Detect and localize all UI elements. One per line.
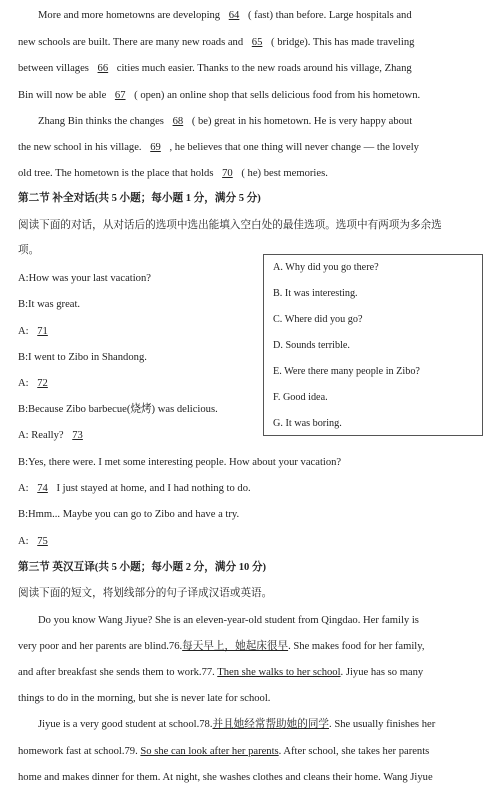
text: B:I went to Zibo in Shandong. [18,352,147,363]
text: between villages [18,63,92,74]
passage-line [18,141,477,155]
passage-line [18,62,477,76]
passage-line [38,115,477,129]
option-a: A. Why did you go there? [273,262,379,273]
options-box [263,254,483,436]
instruction: 阅读下面的短文，将划线部分的句子译成汉语或英语。 [18,588,273,599]
passage-line [18,36,477,50]
dialogue-line [18,482,477,496]
text: old tree. The hometown is the place that holds [18,168,217,179]
text: ( open) an online shop that sells delicious food from his hometown. [131,90,421,101]
instruction: 项。 [18,245,40,256]
passage-line: home and makes dinner for them. At night, she washes clothes and cleans their home. Wang Jiyue [18,772,433,783]
text: B:Because Zibo barbecue(烧烤) was delicious. [18,404,218,415]
text: B:Yes, there were. I met some interesting people. How about your vacation? [18,457,342,468]
blank-66: 66 [97,63,109,74]
text: A: [18,483,32,494]
text: cities much easier. Thanks to the new roads around his village, Zhang [114,63,412,74]
blank-69: 69 [150,142,161,153]
text: . After school, she takes her parents [278,746,430,757]
underlined-sentence-77: Then she walks to her school [217,667,341,678]
text: A: Really? [18,430,67,441]
text: . She usually finishes her [329,719,436,730]
blank-68: 68 [172,116,184,127]
text: homework fast at school.79. [18,746,141,757]
text: Jiyue is a very good student at school.78. [38,719,213,730]
text: ( fast) than before. Large hospitals and [245,10,412,21]
text: A:How was your last vacation? [18,273,151,284]
underlined-sentence-78: 并且她经常帮助她的同学 [212,719,330,730]
blank-64: 64 [228,10,240,21]
option-b: B. It was interesting. [273,288,358,299]
text: ( be) great in his hometown. He is very happy about [189,116,413,127]
passage-line [18,745,477,759]
text: A: [18,326,32,337]
instruction: 阅读下面的对话，从对话后的选项中选出能填入空白处的最佳选项。选项中有两项为多余选 [18,220,442,231]
option-g: G. It was boring. [273,418,342,429]
text: , he believes that one thing will never change — the lovely [166,142,419,153]
blank-73: 73 [72,430,83,441]
text: B:Hmm... Maybe you can go to Zibo and have a try. [18,509,240,520]
text: new schools are built. There are many new roads and [18,37,246,48]
section-heading: 第三节 英汉互译(共 5 小题；每小题 2 分，满分 10 分) [18,562,267,573]
text: ( bridge). This has made traveling [268,37,415,48]
text: More and more hometowns are developing [38,10,223,21]
blank-65: 65 [251,37,263,48]
blank-74: 74 [37,483,48,494]
section-heading: 第二节 补全对话(共 5 小题；每小题 1 分，满分 5 分) [18,193,261,204]
text: B:It was great. [18,299,81,310]
text: and after breakfast she sends them to work.77. [18,667,218,678]
option-d: D. Sounds terrible. [273,340,350,351]
text: . Jiyue has so many [340,667,424,678]
blank-72: 72 [37,378,48,389]
option-e: E. Were there many people in Zibo? [273,366,420,377]
text: Zhang Bin thinks the changes [38,116,167,127]
option-f: F. Good idea. [273,392,328,403]
dialogue-line [18,456,477,470]
text: A: [18,536,32,547]
text: Bin will now be able [18,90,109,101]
blank-67: 67 [114,90,126,101]
passage-line [38,9,477,23]
text: . She makes food for her family, [288,641,425,652]
passage-line [18,167,477,181]
underlined-sentence-79: So she can look after her parents [140,746,279,757]
text: A: [18,378,32,389]
underlined-sentence-76: 每天早上，她起床很早 [182,641,289,652]
passage-line: things to do in the morning, but she is never late for school. [18,693,271,704]
text: the new school in his village. [18,142,145,153]
dialogue-line [18,535,477,549]
passage-line: Do you know Wang Jiyue? She is an eleven-year-old student from Qingdao. Her family is [38,615,419,626]
passage-line [18,89,477,103]
blank-71: 71 [37,326,48,337]
blank-75: 75 [37,536,48,547]
dialogue-line [18,508,477,522]
option-c: C. Where did you go? [273,314,363,325]
passage-line [18,666,477,680]
text: very poor and her parents are blind.76. [18,641,183,652]
passage-line [18,640,477,654]
text: I just stayed at home, and I had nothing to do. [53,483,251,494]
blank-70: 70 [222,168,233,179]
text: ( he) best memories. [238,168,328,179]
passage-line [38,718,477,732]
